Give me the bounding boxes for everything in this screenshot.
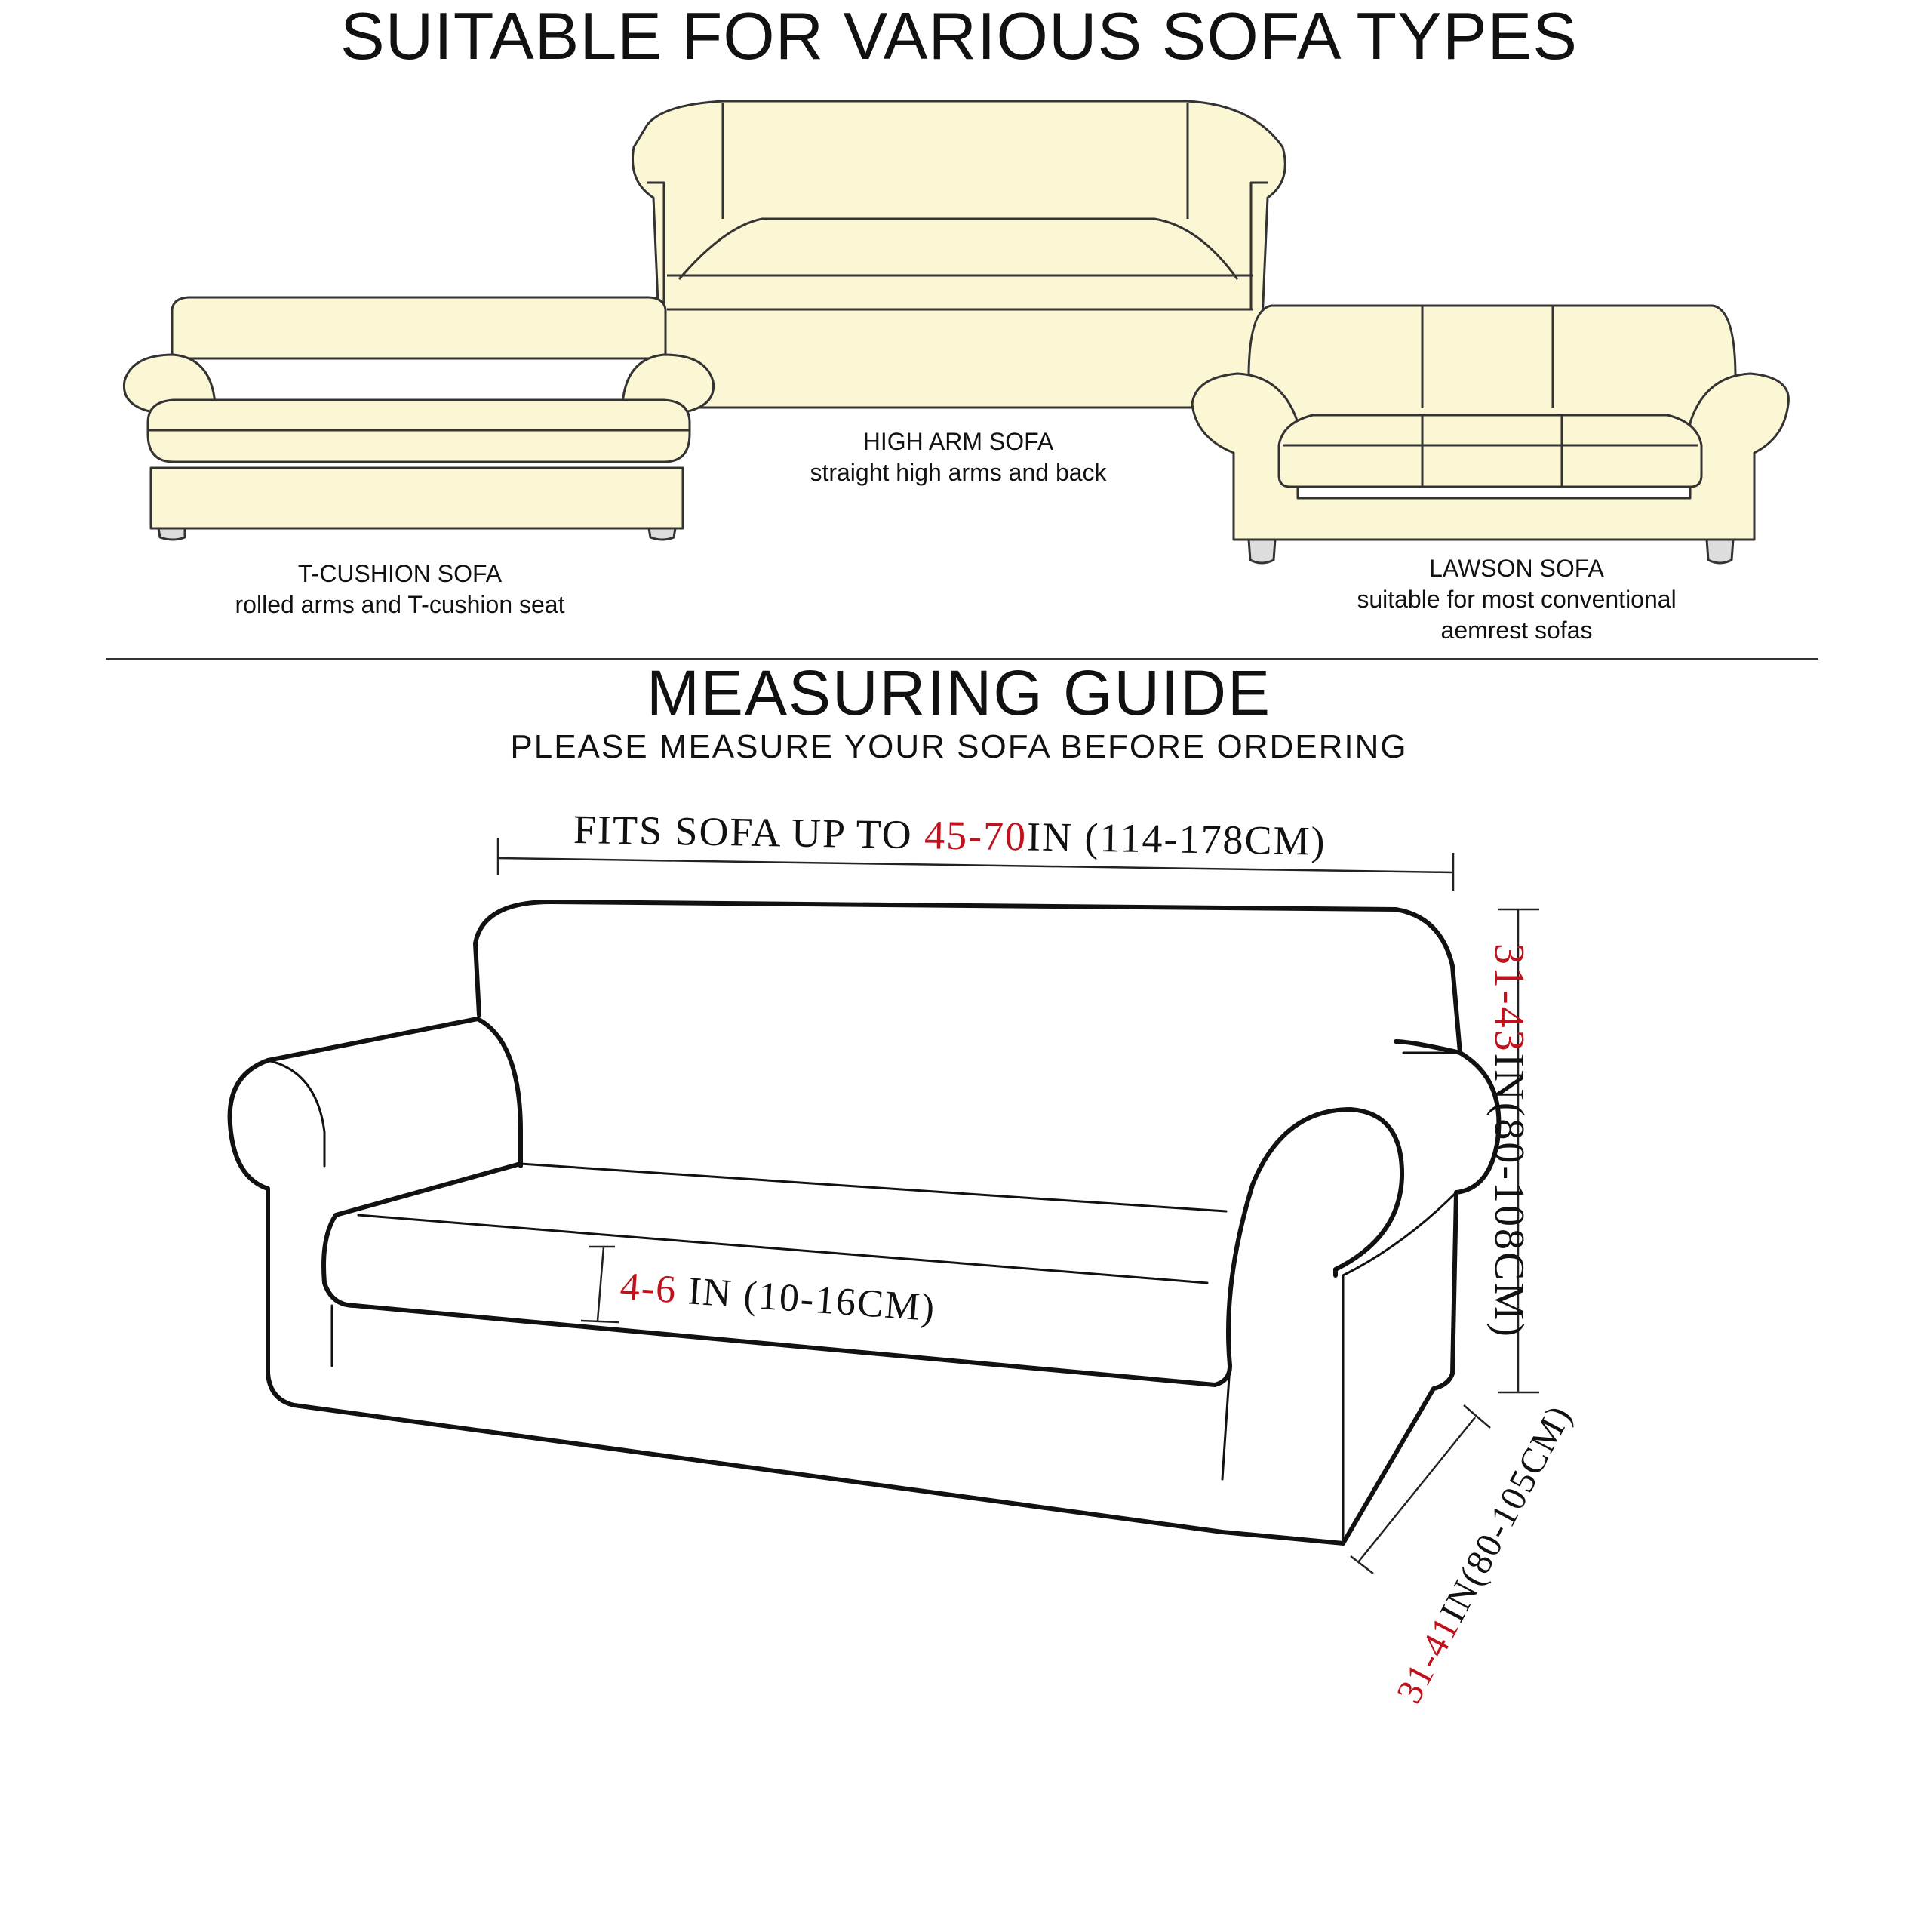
lawson-sofa-label — [1328, 553, 1705, 646]
guide-title: MEASURING GUIDE — [646, 657, 1272, 728]
lawson-sofa-description-1: suitable for most conventional — [1357, 586, 1677, 613]
lawson-sofa-name: LAWSON SOFA — [1429, 555, 1604, 582]
cushion-value: 4-6 — [619, 1265, 679, 1312]
cushion-suffix: IN (10-16CM) — [675, 1269, 938, 1331]
measuring-sofa-illustration — [230, 902, 1499, 1543]
height-value: 31-43 — [1486, 943, 1532, 1054]
t-cushion-sofa-label — [219, 558, 581, 620]
dimension-lines — [498, 838, 1539, 1574]
high-arm-sofa-name: HIGH ARM SOFA — [862, 428, 1054, 455]
height-measurement-label — [1486, 943, 1532, 1339]
t-cushion-sofa-illustration — [124, 297, 713, 540]
high-arm-sofa-label — [792, 426, 1124, 488]
high-arm-sofa-description: straight high arms and back — [810, 459, 1107, 486]
lawson-sofa-description-2: aemrest sofas — [1440, 617, 1593, 644]
page-title: SUITABLE FOR VARIOUS SOFA TYPES — [340, 0, 1578, 73]
depth-suffix: IN(80-105CM) — [1432, 1398, 1580, 1629]
width-prefix: FITS SOFA UP TO — [573, 807, 925, 858]
height-suffix: IN(80-108CM) — [1486, 1053, 1532, 1339]
depth-value: 31-41 — [1388, 1609, 1468, 1710]
t-cushion-sofa-name: T-CUSHION SOFA — [297, 560, 503, 587]
guide-subtitle: PLEASE MEASURE YOUR SOFA BEFORE ORDERING — [510, 728, 1408, 765]
lawson-sofa-illustration — [1192, 306, 1788, 563]
high-arm-sofa-illustration — [632, 101, 1285, 408]
width-value: 45-70 — [924, 812, 1028, 860]
width-suffix: IN (114-178CM) — [1026, 814, 1326, 864]
t-cushion-sofa-description: rolled arms and T-cushion seat — [235, 591, 565, 618]
